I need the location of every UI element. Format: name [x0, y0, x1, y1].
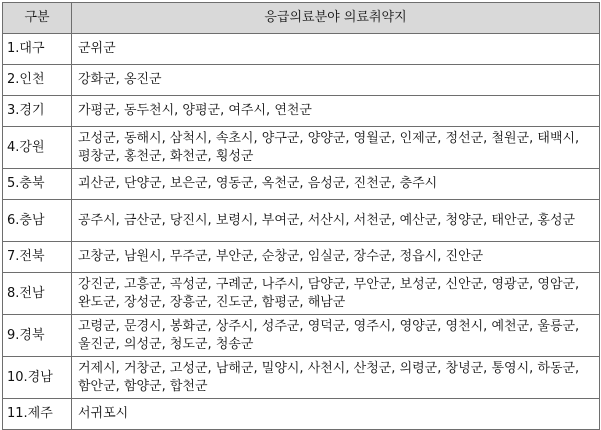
row-areas: 고령군, 문경시, 봉화군, 상주시, 성주군, 영덕군, 영주시, 영양군, 영천시, 예천군, 울릉군, 울진군, 의성군, 청도군, 청송군: [72, 315, 600, 357]
row-areas: 괴산군, 단양군, 보은군, 영동군, 옥천군, 음성군, 진천군, 충주시: [72, 169, 600, 200]
row-areas: 강화군, 옹진군: [72, 65, 600, 96]
header-vulnerable-areas: 응급의료분야 의료취약지: [72, 3, 600, 34]
table-row: [3, 96, 600, 127]
row-areas: 강진군, 고흥군, 곡성군, 구례군, 나주시, 담양군, 무안군, 보성군, 신안군, 영광군, 영암군, 완도군, 장성군, 장흥군, 진도군, 함평군, 해남군: [72, 273, 600, 315]
row-region: 5.충북: [3, 169, 72, 200]
table-row: [3, 200, 600, 242]
row-areas: 고창군, 남원시, 무주군, 부안군, 순창군, 임실군, 장수군, 정읍시, 진안군: [72, 242, 600, 273]
table-body: [3, 34, 600, 430]
table-row: [3, 127, 600, 169]
table-row: [3, 34, 600, 65]
row-areas: 공주시, 금산군, 당진시, 보령시, 부여군, 서산시, 서천군, 예산군, 청양군, 태안군, 홍성군: [72, 200, 600, 242]
table-row: [3, 242, 600, 273]
row-region: 11.제주: [3, 399, 72, 430]
row-region: 10.경남: [3, 357, 72, 399]
medical-vulnerable-area-table-wrapper: [2, 2, 599, 430]
table-row: [3, 273, 600, 315]
row-region: 8.전남: [3, 273, 72, 315]
row-areas: 군위군: [72, 34, 600, 65]
row-region: 6.충남: [3, 200, 72, 242]
row-region: 9.경북: [3, 315, 72, 357]
row-areas: 거제시, 거창군, 고성군, 남해군, 밀양시, 사천시, 산청군, 의령군, 창녕군, 통영시, 하동군, 함안군, 함양군, 합천군: [72, 357, 600, 399]
table-row: [3, 357, 600, 399]
table-header: [3, 3, 600, 34]
row-areas: 서귀포시: [72, 399, 600, 430]
medical-vulnerable-area-table: [2, 2, 600, 430]
row-region: 2.인천: [3, 65, 72, 96]
row-region: 3.경기: [3, 96, 72, 127]
table-row: [3, 65, 600, 96]
header-category: 구분: [3, 3, 72, 34]
row-areas: 고성군, 동해시, 삼척시, 속초시, 양구군, 양양군, 영월군, 인제군, 정선군, 철원군, 태백시, 평창군, 홍천군, 화천군, 횡성군: [72, 127, 600, 169]
row-region: 1.대구: [3, 34, 72, 65]
row-region: 7.전북: [3, 242, 72, 273]
table-row: [3, 315, 600, 357]
row-region: 4.강원: [3, 127, 72, 169]
header-row: [3, 3, 600, 34]
table-row: [3, 399, 600, 430]
row-areas: 가평군, 동두천시, 양평군, 여주시, 연천군: [72, 96, 600, 127]
table-row: [3, 169, 600, 200]
